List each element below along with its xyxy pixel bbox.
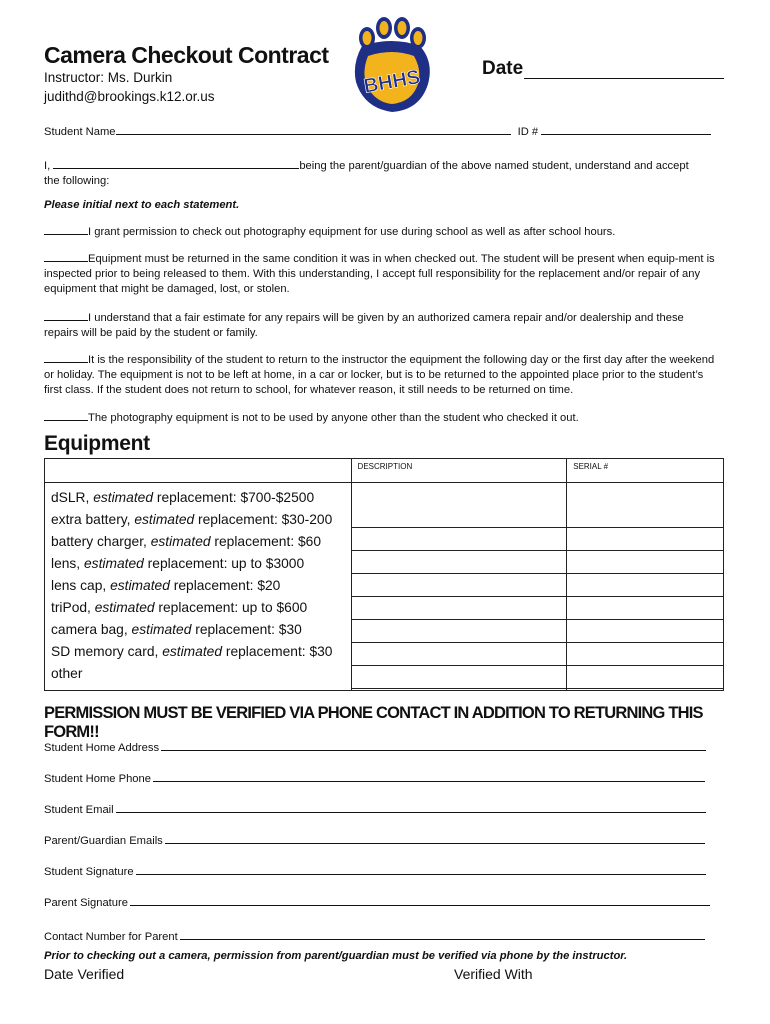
serial-cell[interactable] (567, 666, 724, 689)
field-parent-signature (44, 895, 710, 909)
description-cell[interactable] (351, 666, 567, 689)
equipment-heading: Equipment (44, 432, 150, 455)
serial-header: SERIAL # (567, 459, 724, 483)
description-cell[interactable] (351, 483, 567, 528)
serial-cell[interactable] (567, 528, 724, 551)
verified-with-label: Verified With (454, 966, 533, 982)
equipment-list (45, 483, 352, 691)
field-label: Parent Signature (44, 897, 128, 909)
parent-name-field[interactable] (53, 158, 299, 169)
statement-text: Equipment must be returned in the same condition it was in when checked out. The student will be present when equip-ment is inspected prior to being released to them. With this understanding, I accept full responsibility for the replacement and/or repair of any equipment that might be damaged, lost, or stolen. (44, 253, 715, 295)
serial-cell[interactable] (567, 620, 724, 643)
description-cell[interactable] (351, 551, 567, 574)
serial-cell[interactable] (567, 643, 724, 666)
verification-note: Prior to checking out a camera, permission from parent/guardian must be verified via phone by the instructor. (44, 950, 628, 962)
statement-3 (44, 310, 719, 341)
field-label: Student Signature (44, 866, 134, 878)
statement-text: I understand that a fair estimate for any repairs will be given by an authorized camera repair and/or dealership and these repairs will be paid by the student or family. (44, 312, 684, 339)
statement-text: I grant permission to check out photography equipment for use during school as well as after school hours. (88, 226, 616, 238)
list-item: extra battery, estimated replacement: $30-200 (51, 512, 333, 527)
initial-instruction: Please initial next to each statement. (44, 199, 240, 211)
list-item: other (51, 666, 83, 681)
initial-field-1[interactable] (44, 224, 88, 235)
field-label: Student Home Address (44, 742, 160, 754)
field-parent-emails (44, 833, 705, 847)
description-cell[interactable] (351, 597, 567, 620)
instructor-email: judithd@brookings.k12.or.us (44, 89, 215, 104)
date-field[interactable] (524, 78, 724, 79)
parent-continuation: the following: (44, 175, 110, 187)
statement-1 (44, 224, 719, 240)
description-cell[interactable] (351, 574, 567, 597)
statement-text: The photography equipment is not to be used by anyone other than the student who checked it out. (88, 412, 579, 424)
initial-field-4[interactable] (44, 352, 88, 363)
statement-5 (44, 410, 719, 426)
student-name-field[interactable] (116, 124, 511, 135)
parent-text: being the parent/guardian of the above named student, understand and accept (299, 160, 689, 172)
student-home-address-input[interactable] (161, 740, 706, 751)
item-header-cell (45, 459, 352, 483)
field-parent-contact-number (44, 929, 705, 943)
date-verified-label: Date Verified (44, 966, 125, 982)
description-header: DESCRIPTION (351, 459, 567, 483)
field-student-email (44, 802, 706, 816)
list-item: battery charger, estimated replacement: $60 (51, 534, 321, 549)
permission-notice: PERMISSION MUST BE VERIFIED VIA PHONE CONTACT IN ADDITION TO RETURNING THIS FORM!! (44, 704, 703, 741)
initial-field-2[interactable] (44, 251, 88, 262)
parent-emails-input[interactable] (165, 833, 705, 844)
serial-cell[interactable] (567, 483, 724, 528)
student-id-field[interactable] (541, 124, 711, 135)
description-cell[interactable] (351, 643, 567, 666)
table-header-row (45, 459, 724, 483)
logo-text: BHHS (362, 66, 422, 98)
serial-cell[interactable] (567, 597, 724, 620)
bhhs-paw-logo (340, 16, 440, 118)
initial-field-5[interactable] (44, 410, 88, 421)
description-cell[interactable] (351, 689, 567, 691)
parent-contact-number-input[interactable] (180, 929, 705, 940)
description-cell[interactable] (351, 620, 567, 643)
field-student-home-address (44, 740, 706, 754)
field-student-home-phone (44, 771, 705, 785)
field-label: Parent/Guardian Emails (44, 835, 163, 847)
student-id-label: ID # (517, 126, 539, 138)
initial-field-3[interactable] (44, 310, 88, 321)
parent-prefix: I, (44, 160, 51, 172)
field-label: Student Email (44, 804, 114, 816)
form-title: Camera Checkout Contract (44, 42, 329, 68)
description-cell[interactable] (351, 528, 567, 551)
list-item: SD memory card, estimated replacement: $30 (51, 644, 333, 659)
instructor-name: Instructor: Ms. Durkin (44, 70, 173, 85)
serial-cell[interactable] (567, 574, 724, 597)
field-label: Student Home Phone (44, 773, 151, 785)
statement-2 (44, 251, 719, 297)
field-student-signature (44, 864, 706, 878)
list-item: camera bag, estimated replacement: $30 (51, 622, 302, 637)
statement-4 (44, 352, 719, 398)
serial-cell[interactable] (567, 551, 724, 574)
equipment-table (44, 458, 724, 691)
student-name-label: Student Name (44, 126, 116, 138)
parent-statement (44, 158, 724, 189)
list-item: triPod, estimated replacement: up to $600 (51, 600, 308, 615)
student-email-input[interactable] (116, 802, 706, 813)
list-item: lens cap, estimated replacement: $20 (51, 578, 281, 593)
serial-cell[interactable] (567, 689, 724, 691)
statement-text: It is the responsibility of the student to return to the instructor the equipment the following day or the first day after the weekend or holiday. The equipment is not to be left at home, in a car or locker, but is to be returned to the appointed place prior to the student’s first class. If the student does not return to school, for whatever reason, it still needs to be returned on time. (44, 354, 715, 396)
student-signature-input[interactable] (136, 864, 706, 875)
date-label: Date (482, 58, 524, 79)
list-item: lens, estimated replacement: up to $3000 (51, 556, 305, 571)
field-label: Contact Number for Parent (44, 931, 178, 943)
student-name-row (44, 124, 724, 140)
parent-signature-input[interactable] (130, 895, 710, 906)
student-home-phone-input[interactable] (153, 771, 705, 782)
list-item: dSLR, estimated replacement: $700-$2500 (51, 490, 315, 505)
